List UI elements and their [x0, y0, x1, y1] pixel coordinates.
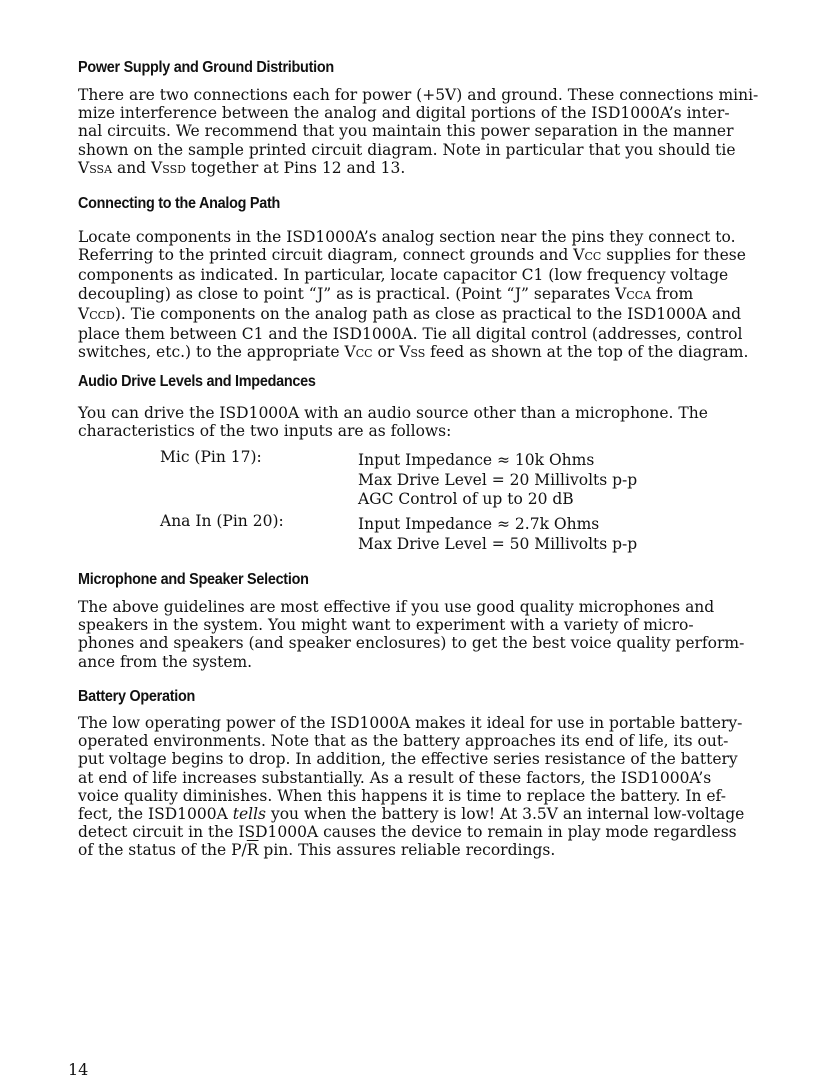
heading-battery-operation: Battery Operation — [78, 688, 196, 705]
text-line: phones and speakers (and speaker enclosures) to get the best voice quality perform- — [78, 634, 745, 653]
text-fragment: ). Tie components on the analog path as close as practical to the ISD1000A and — [114, 304, 742, 323]
text-line — [78, 246, 768, 266]
text-line: voice quality diminishes. When this happens it is time to replace the battery. In ef- — [78, 786, 726, 805]
heading-power-supply: Power Supply and Ground Distribution — [78, 59, 334, 76]
text-line: put voltage begins to drop. In addition, the effective series resistance of the battery — [78, 750, 738, 769]
text-fragment: or V — [372, 343, 411, 362]
text-fragment: fect, the ISD1000A — [78, 805, 233, 824]
page-number: 14 — [68, 1060, 89, 1079]
text-line: Locate components in the ISD1000A’s analog section near the pins they connect to. — [78, 228, 736, 246]
subscript: CC — [355, 347, 373, 361]
ana-in-value: Max Drive Level = 50 Millivolts p-p — [358, 535, 638, 553]
ana-in-value: Input Impedance ≈ 2.7k Ohms — [358, 515, 600, 533]
text-line — [78, 805, 768, 823]
text-line — [78, 159, 768, 179]
text-line: at end of life increases substantially. As a result of these factors, the ISD1000A’s — [78, 768, 712, 787]
mic-value: Input Impedance ≈ 10k Ohms — [358, 451, 595, 469]
text-line: operated environments. Note that as the battery approaches its end of life, its out- — [78, 732, 729, 751]
text-fragment: and V — [112, 158, 163, 177]
text-line — [78, 343, 768, 363]
text-fragment: V — [78, 158, 90, 177]
subscript: SSA — [89, 162, 113, 176]
paragraph-audio-drive — [78, 404, 768, 440]
text-line: characteristics of the two inputs are as follows: — [78, 422, 452, 441]
subscript: CCA — [626, 288, 652, 302]
paragraph-microphone-speaker — [78, 598, 768, 671]
paragraph-power-supply — [78, 86, 768, 179]
mic-value: Max Drive Level = 20 Millivolts p-p — [358, 471, 638, 489]
text-line: The low operating power of the ISD1000A makes it ideal for use in portable battery- — [78, 714, 743, 732]
emphasis-text: tells — [232, 805, 267, 824]
subscript: CC — [584, 250, 602, 264]
text-fragment: decoupling) as close to point “J” as is practical. (Point “J” separates V — [78, 284, 627, 303]
text-fragment: of the status of the P/ — [78, 841, 247, 860]
subscript: SSD — [162, 162, 186, 176]
text-line — [78, 285, 768, 305]
text-fragment: from — [651, 284, 694, 303]
text-fragment: together at Pins 12 and 13. — [185, 158, 406, 177]
text-fragment: pin. This assures reliable recordings. — [258, 841, 556, 860]
text-line: There are two connections each for power (+5V) and ground. These connections mini- — [78, 86, 759, 104]
heading-analog-path: Connecting to the Analog Path — [78, 195, 281, 212]
paragraph-analog-path — [78, 228, 768, 363]
paragraph-battery-operation — [78, 714, 768, 860]
mic-value: AGC Control of up to 20 dB — [358, 490, 574, 508]
text-fragment: switches, etc.) to the appropriate V — [78, 343, 356, 362]
subscript: CCD — [89, 308, 115, 322]
text-line: place them between C1 and the ISD1000A. Tie all digital control (addresses, control — [78, 325, 743, 344]
text-line — [78, 305, 768, 325]
text-line: The above guidelines are most effective if you use good quality microphones and — [78, 598, 715, 616]
text-line — [78, 841, 768, 859]
subscript: SS — [410, 347, 426, 361]
text-fragment: Referring to the printed circuit diagram, connect grounds and V — [78, 246, 585, 265]
text-line: mize interference between the analog and digital portions of the ISD1000A’s inter- — [78, 104, 730, 123]
text-line: detect circuit in the ISD1000A causes the device to remain in play mode regardless — [78, 823, 737, 842]
text-line: shown on the sample printed circuit diagram. Note in particular that you should tie — [78, 140, 736, 159]
text-fragment: supplies for these — [601, 246, 746, 265]
text-line: components as indicated. In particular, locate capacitor C1 (low frequency voltage — [78, 266, 729, 285]
text-fragment: V — [78, 304, 90, 323]
text-line: speakers in the system. You might want to experiment with a variety of micro- — [78, 616, 694, 635]
text-line: ance from the system. — [78, 652, 253, 671]
text-line: You can drive the ISD1000A with an audio source other than a microphone. The — [78, 404, 708, 422]
text-fragment: feed as shown at the top of the diagram. — [425, 343, 749, 362]
text-line: nal circuits. We recommend that you maintain this power separation in the manner — [78, 122, 734, 141]
overlined-text: $\overline{R}$ — [246, 841, 259, 860]
ana-in-pin-label: Ana In (Pin 20): — [160, 512, 284, 530]
mic-pin-label: Mic (Pin 17): — [160, 448, 262, 466]
heading-audio-drive: Audio Drive Levels and Impedances — [78, 373, 316, 390]
heading-microphone-speaker: Microphone and Speaker Selection — [78, 571, 309, 588]
text-fragment: you when the battery is low! At 3.5V an internal low-voltage — [266, 805, 745, 824]
